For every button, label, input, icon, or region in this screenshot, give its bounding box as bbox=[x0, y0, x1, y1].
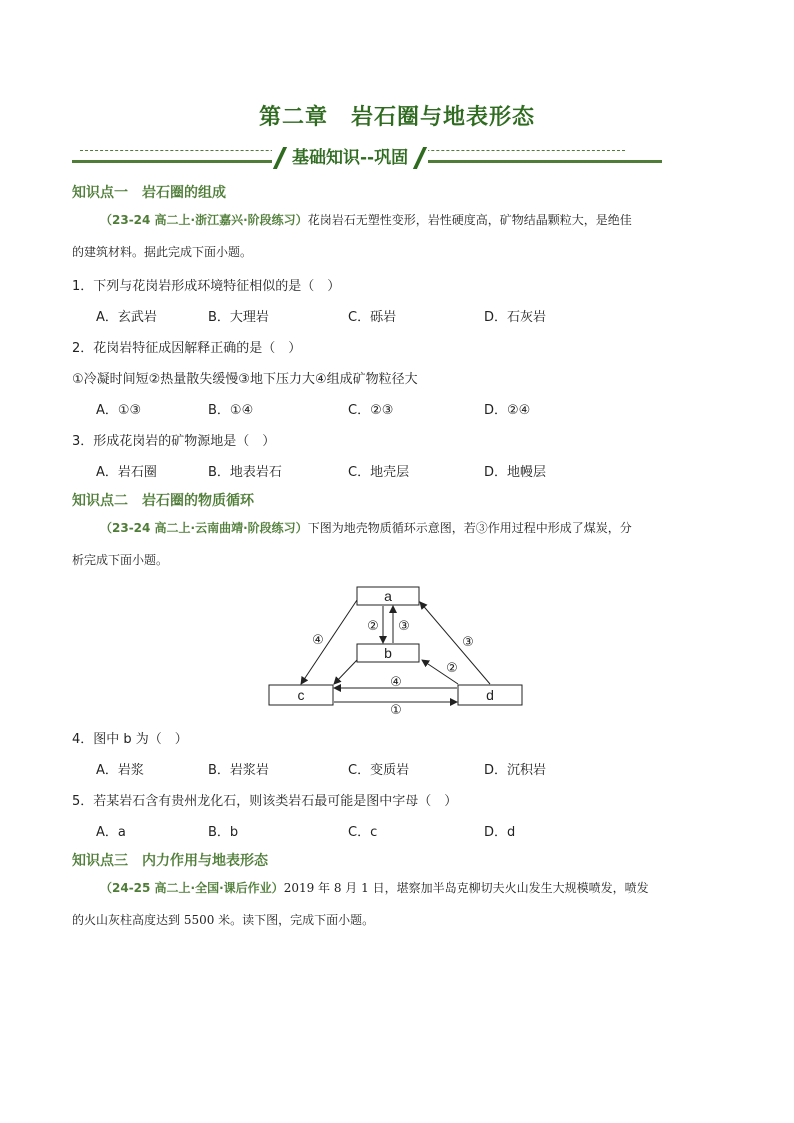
section-heading-1: 知识点一 岩石圈的组成 bbox=[72, 185, 226, 201]
arrow-label-1-bottom: ① bbox=[390, 703, 402, 715]
option-b[interactable]: B．岩浆岩 bbox=[208, 763, 269, 778]
arrow-label-4-left: ④ bbox=[312, 633, 324, 648]
option-d[interactable]: D．地幔层 bbox=[484, 465, 547, 480]
option-c[interactable]: C．砾岩 bbox=[348, 310, 397, 325]
section-banner bbox=[72, 146, 662, 170]
rock-cycle-diagram bbox=[262, 580, 527, 715]
label-c: c bbox=[297, 687, 305, 703]
option-b[interactable]: B．b bbox=[208, 825, 239, 840]
label-a: a bbox=[384, 588, 392, 604]
arrow-a-to-c bbox=[301, 600, 357, 684]
banner-slash-left bbox=[273, 147, 287, 169]
option-c[interactable]: C．地壳层 bbox=[348, 465, 410, 480]
option-a[interactable]: A．①③ bbox=[96, 403, 142, 418]
banner-label: 基础知识--巩固 bbox=[272, 146, 428, 170]
option-d[interactable]: D．②④ bbox=[484, 403, 531, 418]
label-b: b bbox=[384, 645, 392, 661]
section-intro-3: （24-25 高二上·全国·课后作业）2019 年 8 月 1 日，堪察加半岛克柳切夫火山发生大规模喷发，喷发 的火山灰柱高度达到 5500 米。读下图，完成下面小题。 bbox=[72, 881, 649, 927]
section-heading-2: 知识点二 岩石圈的物质循环 bbox=[72, 493, 254, 509]
page-title: 第二章 岩石圈与地表形态 bbox=[258, 105, 535, 130]
option-b[interactable]: B．地表岩石 bbox=[208, 465, 282, 480]
option-a[interactable]: A．玄武岩 bbox=[96, 310, 157, 325]
option-a[interactable]: A．岩石圈 bbox=[96, 465, 157, 480]
source-tag: （23-24 高二上·浙江嘉兴·阶段练习） bbox=[100, 213, 308, 227]
arrow-label-3-center: ③ bbox=[398, 619, 410, 634]
section-intro-2: （23-24 高二上·云南曲靖·阶段练习）下图为地壳物质循环示意图，若③作用过程中形成了煤炭，分 析完成下面小题。 bbox=[72, 521, 632, 567]
question-5-stem: 5．若某岩石含有贵州龙化石，则该类岩石最可能是图中字母（ ） bbox=[72, 794, 458, 809]
arrow-label-2-center: ② bbox=[367, 619, 379, 634]
option-a[interactable]: A．岩浆 bbox=[96, 763, 144, 778]
question-4-stem: 4．图中 b 为（ ） bbox=[72, 732, 188, 747]
option-b[interactable]: B．大理岩 bbox=[208, 310, 269, 325]
source-tag: （23-24 高二上·云南曲靖·阶段练习） bbox=[100, 521, 308, 535]
arrow-label-4-bottom: ④ bbox=[390, 675, 402, 690]
option-c[interactable]: C．变质岩 bbox=[348, 763, 410, 778]
option-c[interactable]: C．②③ bbox=[348, 403, 394, 418]
question-2-statements: ①冷凝时间短②热量散失缓慢③地下压力大④组成矿物粒径大 bbox=[72, 372, 418, 387]
option-c[interactable]: C．c bbox=[348, 825, 378, 840]
option-b[interactable]: B．①④ bbox=[208, 403, 254, 418]
banner-slash-right bbox=[413, 147, 427, 169]
arrow-label-2-right: ② bbox=[446, 661, 458, 676]
option-d[interactable]: D．d bbox=[484, 825, 516, 840]
option-d[interactable]: D．石灰岩 bbox=[484, 310, 547, 325]
section-heading-3: 知识点三 内力作用与地表形态 bbox=[72, 853, 268, 869]
question-1-stem: 1．下列与花岗岩形成环境特征相似的是（ ） bbox=[72, 279, 341, 294]
question-3-stem: 3．形成花岗岩的矿物源地是（ ） bbox=[72, 434, 276, 449]
option-a[interactable]: A．a bbox=[96, 825, 126, 840]
question-2-stem: 2．花岗岩特征成因解释正确的是（ ） bbox=[72, 341, 302, 356]
arrow-label-3-right: ③ bbox=[462, 635, 474, 650]
label-d: d bbox=[486, 687, 494, 703]
option-d[interactable]: D．沉积岩 bbox=[484, 763, 547, 778]
source-tag: （24-25 高二上·全国·课后作业） bbox=[100, 881, 284, 895]
section-intro-1: （23-24 高二上·浙江嘉兴·阶段练习）花岗岩石无塑性变形，岩性硬度高，矿物结晶颗粒大，是绝佳 的建筑材料。据此完成下面小题。 bbox=[72, 213, 632, 259]
arrow-b-to-c bbox=[334, 660, 357, 684]
